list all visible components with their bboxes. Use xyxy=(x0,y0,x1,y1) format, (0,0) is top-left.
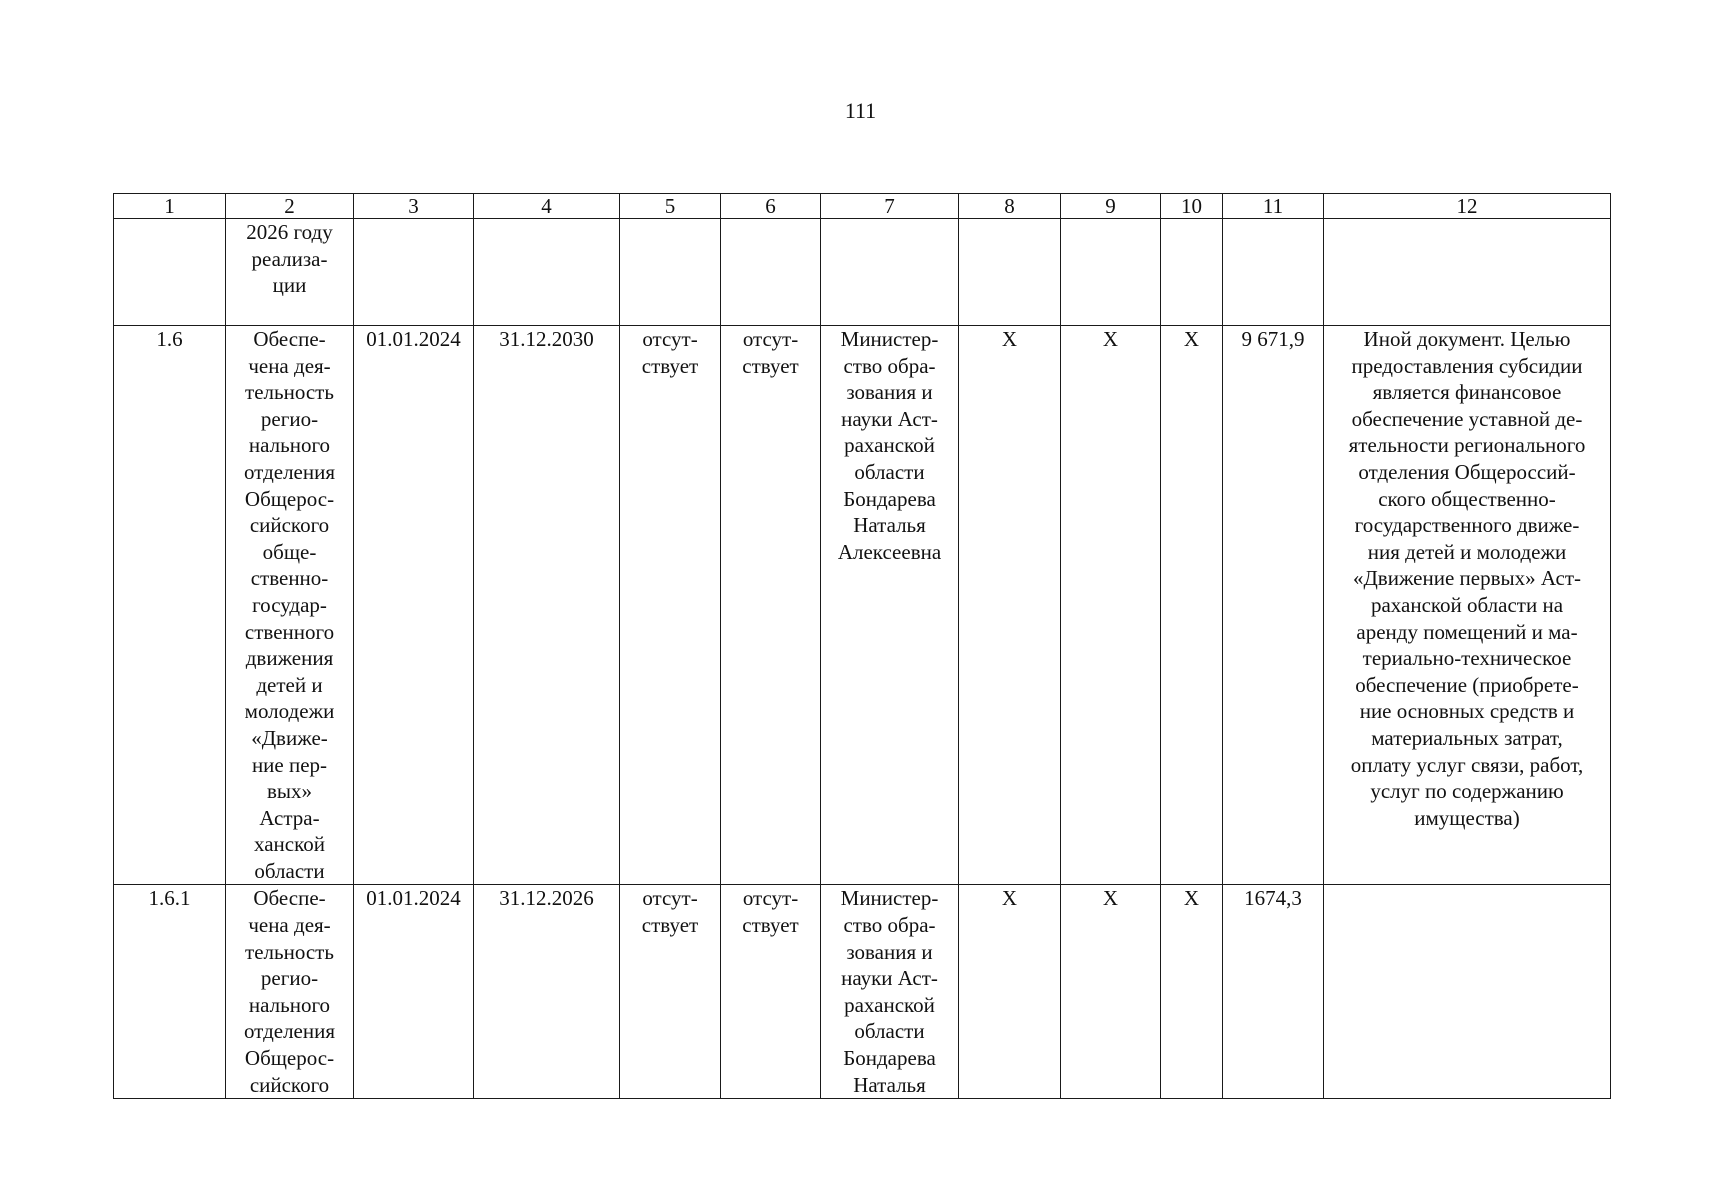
description-cell xyxy=(1324,219,1611,326)
column-5-cell: отсут- ствует xyxy=(620,885,721,1099)
column-header: 5 xyxy=(620,194,721,219)
column-header: 2 xyxy=(226,194,354,219)
end-date-cell: 31.12.2030 xyxy=(474,326,620,885)
table-row xyxy=(114,326,1611,885)
column-9-cell: X xyxy=(1061,885,1161,1099)
measures-table xyxy=(113,193,1611,1099)
column-8-cell xyxy=(959,219,1061,326)
description-cell xyxy=(1324,885,1611,1099)
column-9-cell: X xyxy=(1061,326,1161,885)
column-6-cell: отсут- ствует xyxy=(721,885,821,1099)
table-row xyxy=(114,219,1611,326)
amount-cell: 9 671,9 xyxy=(1223,326,1324,885)
start-date-cell xyxy=(354,219,474,326)
row-number-cell: 1.6.1 xyxy=(114,885,226,1099)
column-header: 11 xyxy=(1223,194,1324,219)
column-header: 3 xyxy=(354,194,474,219)
column-8-cell: X xyxy=(959,326,1061,885)
table-row xyxy=(114,885,1611,1099)
column-10-cell: X xyxy=(1161,885,1223,1099)
end-date-cell: 31.12.2026 xyxy=(474,885,620,1099)
column-8-cell: X xyxy=(959,885,1061,1099)
header-row xyxy=(114,194,1611,219)
column-6-cell xyxy=(721,219,821,326)
result-name-cell: Обеспе- чена дея- тельность регио- нального отделения Общерос- сийского xyxy=(226,885,354,1099)
column-header: 1 xyxy=(114,194,226,219)
start-date-cell: 01.01.2024 xyxy=(354,326,474,885)
column-5-cell xyxy=(620,219,721,326)
column-header: 10 xyxy=(1161,194,1223,219)
responsible-cell: Министер- ство обра- зования и науки Аст- раханской области Бондарева Наталья xyxy=(821,885,959,1099)
column-9-cell xyxy=(1061,219,1161,326)
result-name-cell: Обеспе- чена дея- тельность регио- нального отделения Общерос- сийского обще- ственно- государ- ственного движения детей и молодежи «Движе- ние пер- вых» Астра- ханской области xyxy=(226,326,354,885)
row-number-cell xyxy=(114,219,226,326)
description-cell: Иной документ. Целью предоставления субсидии является финансовое обеспечение уставной де- ятельности регионального отделения Общероссий- ского общественно- государственного движе- ния детей и молодежи «Движение первых» Аст- раханской области на аренду помещений и ма- териально-техническое обеспечение (приобрете- ние основных средств и материальных затрат, оплату услуг связи, работ, услуг по содержанию имущества) xyxy=(1324,326,1611,885)
start-date-cell: 01.01.2024 xyxy=(354,885,474,1099)
column-header: 6 xyxy=(721,194,821,219)
amount-cell: 1674,3 xyxy=(1223,885,1324,1099)
column-header: 4 xyxy=(474,194,620,219)
page-number: 111 xyxy=(844,98,877,123)
column-10-cell: X xyxy=(1161,326,1223,885)
column-5-cell: отсут- ствует xyxy=(620,326,721,885)
column-10-cell xyxy=(1161,219,1223,326)
amount-cell xyxy=(1223,219,1324,326)
column-6-cell: отсут- ствует xyxy=(721,326,821,885)
column-header: 7 xyxy=(821,194,959,219)
end-date-cell xyxy=(474,219,620,326)
column-header: 12 xyxy=(1324,194,1611,219)
result-name-cell: 2026 году реализа- ции xyxy=(226,219,354,326)
column-header: 8 xyxy=(959,194,1061,219)
responsible-cell: Министер- ство обра- зования и науки Аст- раханской области Бондарева Наталья Алексеевна xyxy=(821,326,959,885)
column-header: 9 xyxy=(1061,194,1161,219)
responsible-cell xyxy=(821,219,959,326)
row-number-cell: 1.6 xyxy=(114,326,226,885)
